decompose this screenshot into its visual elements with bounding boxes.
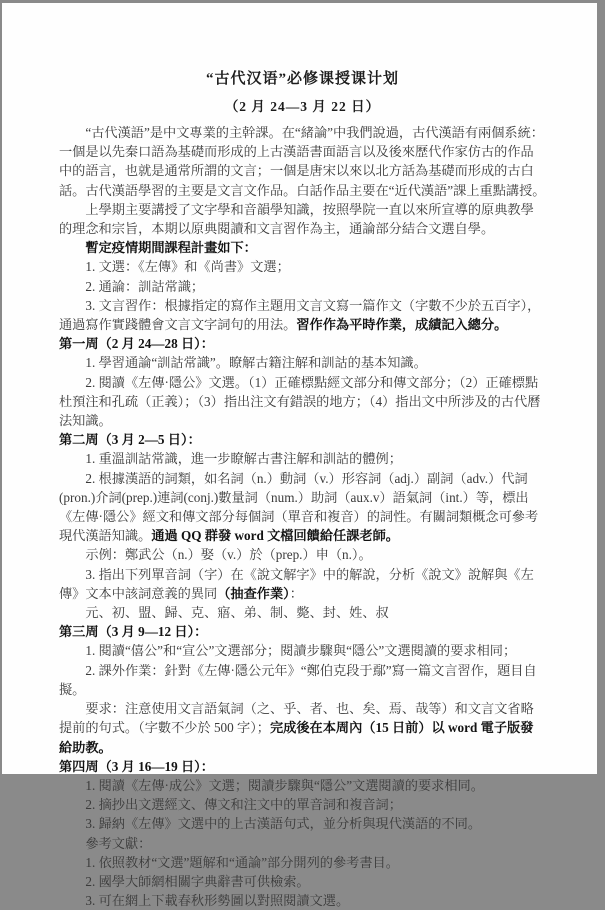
list-item: [59, 661, 546, 699]
text-run: “古代漢語”是中文專業的主幹課。在“緒論”中我們說過，古代漢語有兩個系統：一個是以先秦口語為基礎而形成的上古漢語書面語言以及後來歷代作家仿古的作品中的語言，也就是通常所謂的文言；一個是唐宋以來以北方話為基礎而形成的古白話。古代漢語學習的主要是文言文作品。白話作品主要在“近代漢語”課上重點講授。: [59, 125, 546, 198]
section-heading: [59, 757, 546, 776]
bold-text-run: 通過 QQ 群發 word 文檔回饋給任課老師。: [151, 528, 399, 544]
text-run: 3. 文言習作：根據指定的寫作主題用文言文寫一篇作文（字數不少於五百字），通過寫作實踐體會文言文字詞句的用法。: [59, 297, 541, 333]
paragraph: [59, 238, 546, 257]
bold-text-run: 第二周（3 月 2—5 日）：: [59, 432, 201, 448]
paragraph: [59, 699, 546, 757]
section-heading: [59, 334, 546, 353]
list-item: [59, 795, 546, 814]
paragraph: [59, 200, 546, 238]
bold-text-run: 暫定疫情期間課程計畫如下：: [85, 240, 257, 256]
page-title: “古代汉语”必修课授课计划: [205, 71, 399, 87]
text-run: 參考文獻：: [85, 835, 152, 851]
list-item: [59, 449, 546, 468]
text-run: 1. 文選：《左傳》和《尚書》文選；: [85, 259, 290, 275]
text-run: 3. 指出下列單音詞（字）在《說文解字》中的解說，分析《說文》說解與《左傳》文本中該詞意義的異同: [59, 566, 534, 601]
paragraph: [59, 603, 546, 622]
text-run: 1. 閱讀“僖公”和“宣公”文選部分；閱讀步驟與“隱公”文選閱讀的要求相同；: [85, 643, 517, 659]
list-item: [59, 872, 546, 891]
bold-text-run: 第三周（3 月 9—12 日）：: [59, 624, 208, 640]
text-run: ：: [289, 585, 303, 601]
list-item: [59, 296, 546, 334]
text-run: 3. 可在網上下載春秋形勢圖以對照閱讀文選。: [85, 893, 350, 909]
text-run: 1. 依照教材“文選”題解和“通論”部分開列的參考書目。: [85, 854, 399, 870]
list-item: [59, 565, 546, 603]
section-heading: [59, 430, 546, 449]
bold-text-run: 第四周（3 月 16—19 日）：: [59, 758, 214, 774]
text-run: 示例：鄭武公（n.）娶（v.）於（prep.）申（n.）。: [85, 547, 372, 563]
text-run: 上學期主要講授了文字學和音韻學知識，按照學院一直以來所宣導的原典教學的理念和宗旨，本期以原典閱讀和文言習作為主，通論部分結合文選自學。: [59, 201, 534, 237]
text-run: 2. 課外作業：針對《左傳·隱公元年》“鄭伯克段于鄢”寫一篇文言習作，題目自擬。: [59, 662, 537, 697]
paragraph: [59, 123, 546, 200]
page-subtitle: （2 月 24—3 月 22 日）: [224, 99, 381, 114]
text-run: 1. 閱讀《左傳·成公》文選；閱讀步驟與“隱公”文選閱讀的要求相同。: [85, 777, 484, 793]
list-item: [59, 891, 546, 910]
text-run: 2. 通論：訓詁常識；: [85, 278, 205, 294]
text-run: 要求：注意使用文言語氣詞（之、乎、者、也、矣、焉、哉等）和文言文省略提前的句式。（字數不少於 500 字）；: [59, 701, 534, 736]
list-item: [59, 641, 546, 660]
doc-body: [59, 123, 546, 910]
text-run: 元、初、盟、歸、克、寤、弟、制、斃、封、姓、叔: [85, 605, 389, 621]
text-run: 3. 歸納《左傳》文選中的上古漢語句式，並分析與現代漢語的不同。: [85, 816, 482, 832]
text-run: 1. 學習通論“訓詁常識”。瞭解古籍注解和訓詁的基本知識。: [85, 355, 427, 371]
paragraph: [59, 834, 546, 853]
list-item: [59, 277, 546, 296]
bold-text-run: 第一周（2 月 24—28 日）：: [59, 336, 214, 352]
list-item: [59, 814, 546, 833]
text-run: 2. 國學大師網相關字典辭書可供檢索。: [85, 873, 310, 889]
text-run: 1. 重溫訓詁常識，進一步瞭解古書注解和訓詁的體例；: [85, 451, 402, 467]
list-item: [59, 373, 546, 431]
document-page: [2, 3, 597, 909]
bold-text-run: （抽查作業）: [217, 585, 290, 601]
list-item: [59, 257, 546, 276]
bold-text-run: 習作作為平時作業，成績記入總分。: [296, 317, 508, 333]
text-run: 2. 閱讀《左傳·隱公》文選。（1）正確標點經文部分和傳文部分；（2）正確標點杜預注和孔疏（正義）；（3）指出注文有錯誤的地方；（4）指出文中所涉及的古代曆法知識。: [59, 374, 541, 429]
section-heading: [59, 622, 546, 641]
paragraph: [59, 545, 546, 564]
text-run: 2. 摘抄出文選經文、傳文和注文中的單音詞和複音詞；: [85, 797, 402, 813]
text-run: 2. 根據漢語的詞類，如名詞（n.）動詞（v.）形容詞（adj.）副詞（adv.）代詞(pron.)介詞(prep.)連詞(conj.)數量詞（num.）助詞（aux.v）語氣詞（int.）等，標出《左傳·隱公》經文和傳文部分每個詞（單音和複音）的詞性。有關詞類概念可參考現代漢語知識。: [59, 470, 539, 544]
list-item: [59, 469, 546, 546]
list-item: [59, 353, 546, 372]
list-item: [59, 853, 546, 872]
bold-text-run: 完成後在本周內（15 日前）以 word 電子版發給助教。: [59, 720, 534, 755]
